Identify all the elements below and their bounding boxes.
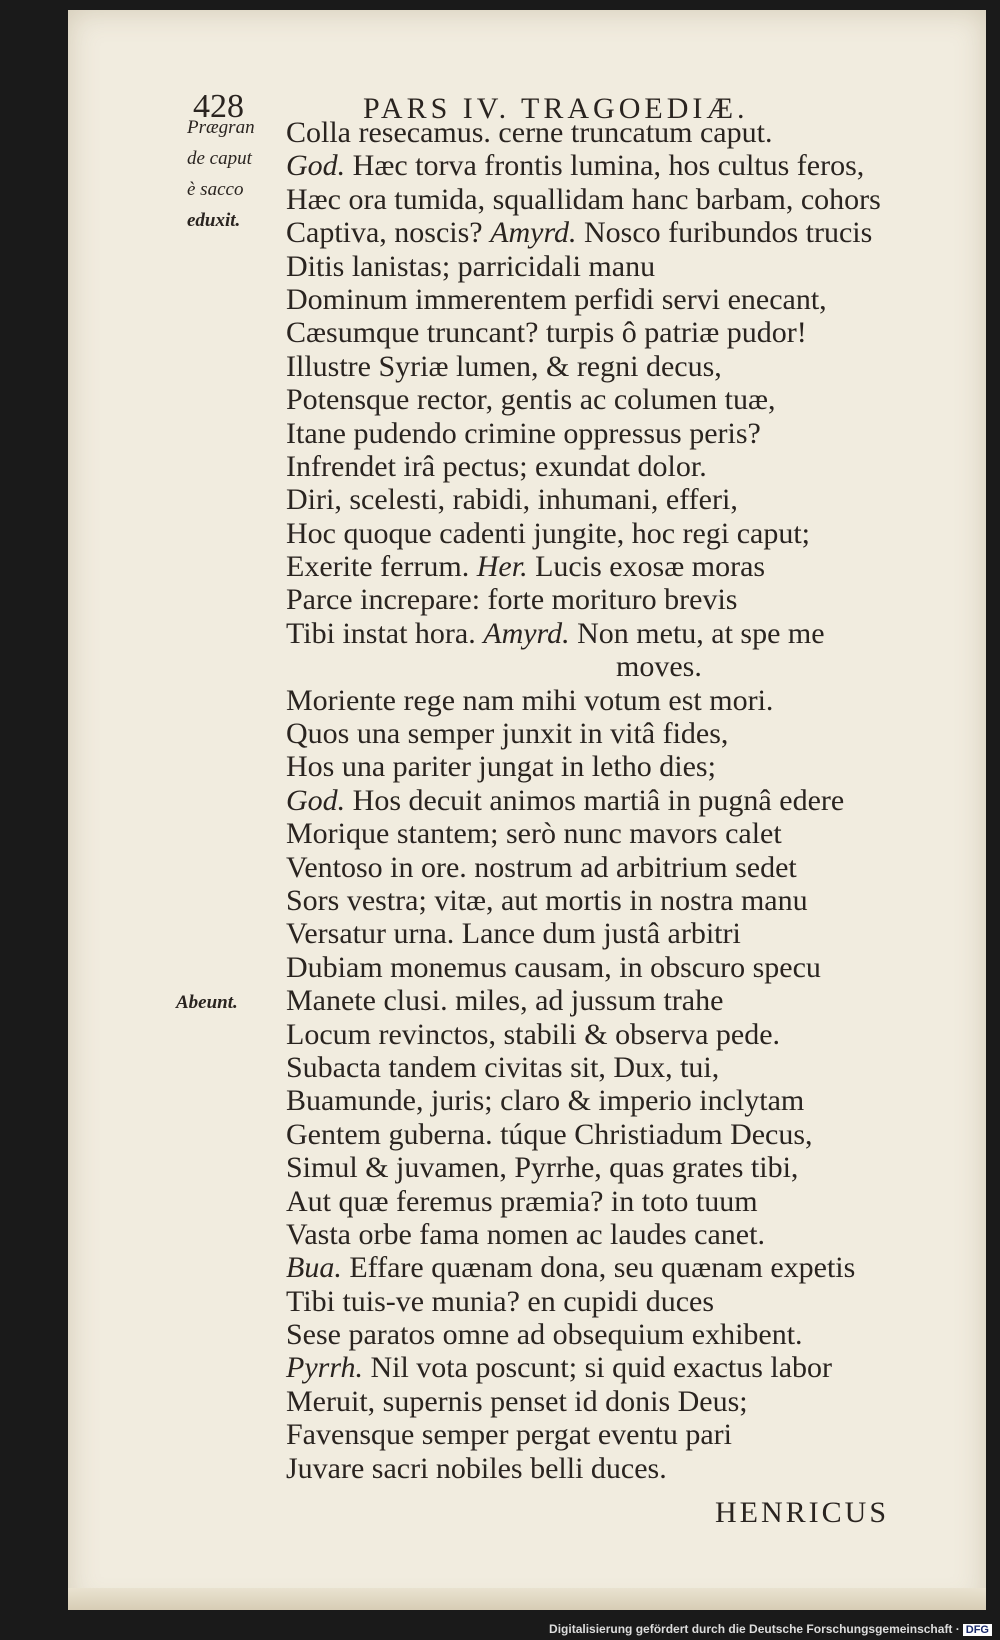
verse-line bbox=[286, 650, 926, 683]
speaker-name: Her. bbox=[476, 550, 528, 584]
verse-line bbox=[286, 550, 926, 583]
verse-line bbox=[286, 784, 926, 817]
verse-text-span: Hos una pariter jungat in letho dies; bbox=[286, 750, 716, 784]
verse-text-span: Dubiam monemus causam, in obscuro specu bbox=[286, 950, 821, 984]
running-head: PARS IV. TRAGOEDIÆ. bbox=[363, 92, 749, 125]
verse-text bbox=[286, 116, 926, 1485]
verse-line bbox=[286, 149, 926, 182]
verse-line bbox=[286, 216, 926, 249]
verse-line bbox=[286, 350, 926, 383]
verse-line bbox=[286, 183, 926, 216]
verse-line bbox=[286, 750, 926, 783]
catchword: HENRICUS bbox=[715, 1496, 890, 1529]
verse-text-span: Parce increpare: forte morituro brevis bbox=[286, 583, 738, 617]
verse-text-span: Moriente rege nam mihi votum est mori. bbox=[286, 683, 774, 717]
verse-line bbox=[286, 1452, 926, 1485]
verse-line bbox=[286, 116, 926, 149]
verse-line bbox=[286, 1251, 926, 1284]
verse-text-span: Hos decuit animos martiâ in pugnâ edere bbox=[345, 783, 845, 817]
verse-text-span: Morique stantem; serò nunc mavors calet bbox=[286, 817, 782, 851]
verse-line bbox=[286, 417, 926, 450]
verse-line bbox=[286, 917, 926, 950]
verse-text-span: Hæc ora tumida, squallidam hanc barbam, cohors bbox=[286, 182, 881, 216]
verse-text-span: Favensque semper pergat eventu pari bbox=[286, 1418, 732, 1452]
margin-note-line: de caput bbox=[187, 148, 252, 169]
verse-line bbox=[286, 1318, 926, 1351]
verse-text-span: Cæsumque truncant? turpis ô patriæ pudor! bbox=[286, 316, 807, 350]
verse-line bbox=[286, 717, 926, 750]
verse-line bbox=[286, 951, 926, 984]
verse-text-span: Hoc quoque cadenti jungite, hoc regi caput; bbox=[286, 516, 810, 550]
verse-line bbox=[286, 884, 926, 917]
verse-text-span: Lucis exosæ moras bbox=[527, 550, 766, 584]
verse-text-span: Captiva, noscis? bbox=[286, 216, 491, 250]
speaker-name: God. bbox=[286, 149, 346, 183]
verse-line bbox=[286, 450, 926, 483]
verse-text-span: Versatur urna. Lance dum justâ arbitri bbox=[286, 917, 741, 951]
verse-line bbox=[286, 1185, 926, 1218]
verse-line bbox=[286, 383, 926, 416]
verse-line bbox=[286, 1385, 926, 1418]
verse-line bbox=[286, 583, 926, 616]
margin-note-line: eduxit. bbox=[187, 210, 241, 231]
verse-text-span: Gentem guberna. túque Christiadum Decus, bbox=[286, 1117, 813, 1151]
verse-text-span: Locum revinctos, stabili & observa pede. bbox=[286, 1017, 781, 1051]
verse-line bbox=[286, 1018, 926, 1051]
verse-text-span: Sors vestra; vitæ, aut mortis in nostra manu bbox=[286, 883, 808, 917]
verse-text-span: Simul & juvamen, Pyrrhe, quas grates tibi, bbox=[286, 1151, 799, 1185]
verse-line bbox=[286, 1285, 926, 1318]
verse-line bbox=[286, 817, 926, 850]
footer-credit bbox=[549, 1622, 992, 1636]
verse-text-span: Exerite ferrum. bbox=[286, 550, 477, 584]
verse-line bbox=[286, 1151, 926, 1184]
margin-note-line: Prægran bbox=[187, 117, 255, 138]
verse-line bbox=[286, 1351, 926, 1384]
verse-line bbox=[286, 250, 926, 283]
verse-text-span: Aut quæ feremus præmia? in toto tuum bbox=[286, 1184, 758, 1218]
verse-text-span: Dominum immerentem perfidi servi enecant, bbox=[286, 282, 827, 316]
verse-text-span: Infrendet irâ pectus; exundat dolor. bbox=[286, 449, 707, 483]
footer-text: Digitalisierung gefördert durch die Deutsche Forschungsgemeinschaft · bbox=[549, 1622, 960, 1636]
margin-note-head bbox=[187, 112, 255, 236]
dfg-logo: DFG bbox=[963, 1624, 992, 1636]
verse-text-span: Hæc torva frontis lumina, hos cultus feros, bbox=[345, 149, 865, 183]
verse-text-span: Buamunde, juris; claro & imperio inclytam bbox=[286, 1084, 805, 1118]
verse-line bbox=[286, 283, 926, 316]
verse-line bbox=[286, 1218, 926, 1251]
verse-text-span: Meruit, supernis penset id donis Deus; bbox=[286, 1384, 748, 1418]
verse-line bbox=[286, 1051, 926, 1084]
verse-text-span: Quos una semper junxit in vitâ fides, bbox=[286, 717, 729, 751]
margin-note-abeunt: Abeunt. bbox=[176, 992, 238, 1013]
verse-line bbox=[286, 851, 926, 884]
verse-text-span: Tibi instat hora. bbox=[286, 616, 484, 650]
verse-text-span: Sese paratos omne ad obsequium exhibent. bbox=[286, 1318, 803, 1352]
verse-line bbox=[286, 1084, 926, 1117]
verse-text-span: Potensque rector, gentis ac columen tuæ, bbox=[286, 383, 776, 417]
verse-text-span: Diri, scelesti, rabidi, inhumani, efferi, bbox=[286, 483, 738, 517]
verse-text-span: Illustre Syriæ lumen, & regni decus, bbox=[286, 349, 722, 383]
verse-text-span: moves. bbox=[616, 650, 702, 684]
verse-line bbox=[286, 617, 926, 650]
verse-text-span: Subacta tandem civitas sit, Dux, tui, bbox=[286, 1050, 720, 1084]
verse-line bbox=[286, 517, 926, 550]
verse-text-span: Nil vota poscunt; si quid exactus labor bbox=[362, 1351, 833, 1385]
verse-text-span: Tibi tuis-ve munia? en cupidi duces bbox=[286, 1284, 714, 1318]
verse-line bbox=[286, 984, 926, 1017]
verse-text-span: Non metu, at spe me bbox=[569, 616, 825, 650]
verse-text-span: Ditis lanistas; parricidali manu bbox=[286, 249, 656, 283]
speaker-name: God. bbox=[286, 783, 346, 817]
verse-line bbox=[286, 1118, 926, 1151]
verse-line bbox=[286, 316, 926, 349]
verse-text-span: Manete clusi. miles, ad jussum trahe bbox=[286, 984, 724, 1018]
speaker-name: Pyrrh. bbox=[286, 1351, 363, 1385]
verse-line bbox=[286, 1418, 926, 1451]
verse-text-span: Ventoso in ore. nostrum ad arbitrium sedet bbox=[286, 850, 797, 884]
verse-text-span: Nosco furibundos trucis bbox=[576, 216, 873, 250]
verse-line bbox=[286, 684, 926, 717]
verse-text-span: Colla resecamus. cerne truncatum caput. bbox=[286, 116, 773, 149]
verse-text-span: Vasta orbe fama nomen ac laudes canet. bbox=[286, 1217, 765, 1251]
speaker-name: Amyrd. bbox=[490, 216, 577, 250]
verse-line bbox=[286, 483, 926, 516]
margin-note-line: è sacco bbox=[187, 179, 244, 200]
speaker-name: Amyrd. bbox=[483, 616, 570, 650]
verse-text-span: Effare quænam dona, seu quænam expetis bbox=[341, 1251, 856, 1285]
verse-text-span: Itane pudendo crimine oppressus peris? bbox=[286, 416, 761, 450]
speaker-name: Bua. bbox=[286, 1251, 342, 1285]
page-number: 428 bbox=[193, 88, 244, 125]
verse-text-span: Juvare sacri nobiles belli duces. bbox=[286, 1451, 667, 1485]
